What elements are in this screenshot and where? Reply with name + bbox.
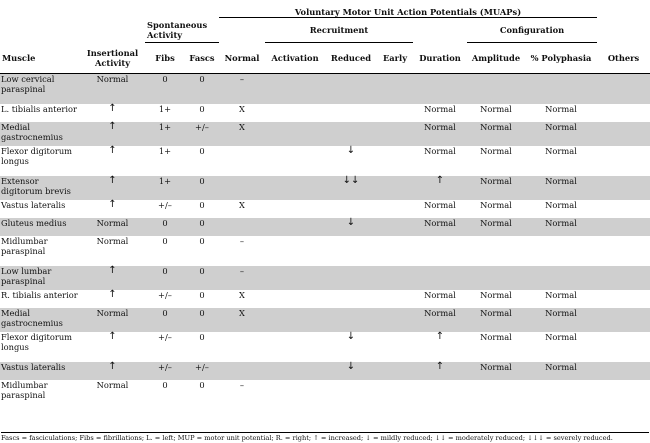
cell-amplitude: Normal — [467, 362, 525, 380]
cell-normal — [219, 176, 265, 200]
cell-muscle: Midlumbar paraspinal — [1, 235, 48, 256]
cell-insertional: Normal — [80, 74, 145, 104]
cell-reduced — [325, 308, 377, 332]
cell-reduced — [325, 290, 377, 308]
cell-fascs: 0 — [199, 289, 205, 300]
cell-duration — [413, 266, 467, 290]
cell-fascs: 0 — [185, 74, 219, 104]
cell-others — [597, 146, 650, 176]
cell-activation — [265, 290, 325, 308]
cell-others — [597, 236, 650, 266]
cell-polyphasia: Normal — [545, 145, 577, 156]
cell-fascs: 0 — [199, 331, 205, 342]
table-row — [0, 146, 650, 176]
col-reduced: Reduced — [325, 43, 377, 74]
cell-insertional: ↑ — [80, 362, 145, 380]
cell-early — [377, 146, 413, 176]
cell-early — [377, 290, 413, 308]
cell-early — [377, 308, 413, 332]
cell-polyphasia: Normal — [545, 199, 577, 210]
cell-fibs: +/– — [158, 199, 172, 210]
col-insertional: Insertional Activity — [80, 43, 145, 74]
cell-fascs: +/– — [185, 362, 219, 380]
cell-early — [377, 176, 413, 200]
cell-polyphasia — [525, 236, 597, 266]
cell-others — [597, 290, 650, 308]
cell-normal — [219, 332, 265, 362]
table-body — [0, 74, 650, 407]
cell-fibs: 0 — [145, 308, 185, 332]
cell-muscle: Extensor digitorum brevis — [0, 176, 80, 200]
cell-amplitude: Normal — [480, 103, 512, 114]
cell-muscle: Flexor digitorum longus — [1, 145, 73, 166]
configuration-header: Configuration — [467, 18, 597, 43]
cell-fascs: 0 — [185, 218, 219, 236]
cell-activation — [265, 74, 325, 104]
cell-amplitude: Normal — [467, 218, 525, 236]
cell-insertional: ↑ — [108, 144, 117, 156]
cell-fascs: 0 — [199, 199, 205, 210]
cell-others — [597, 104, 650, 122]
cell-reduced — [325, 200, 377, 218]
cell-insertional: ↑ — [108, 198, 117, 210]
cell-insertional: ↑ — [108, 330, 117, 342]
cell-duration: ↑ — [413, 176, 467, 200]
cell-muscle: Low cervical paraspinal — [0, 74, 80, 104]
cell-duration: Normal — [413, 122, 467, 146]
cell-amplitude — [467, 236, 525, 266]
cell-muscle: R. tibialis anterior — [1, 289, 78, 300]
col-normal: Normal — [219, 43, 265, 74]
cell-normal: X — [219, 308, 265, 332]
cell-reduced: ↓ — [346, 330, 356, 342]
cell-activation — [265, 362, 325, 380]
cell-reduced: ↓ — [325, 218, 377, 236]
cell-early — [377, 380, 413, 407]
cell-activation — [265, 104, 325, 122]
col-amplitude: Amplitude — [467, 43, 525, 74]
cell-activation — [265, 308, 325, 332]
cell-fibs: 1+ — [158, 103, 172, 114]
col-fibs: Fibs — [145, 43, 185, 74]
cell-reduced — [325, 122, 377, 146]
cell-insertional: Normal — [96, 379, 129, 390]
cell-fibs: 1+ — [145, 122, 185, 146]
cell-duration: Normal — [424, 145, 456, 156]
table-row — [0, 362, 650, 380]
cell-fibs: +/– — [145, 362, 185, 380]
col-others: Others — [597, 43, 650, 74]
cell-muscle: Low lumbar paraspinal — [0, 266, 80, 290]
footnote: Fascs = fasciculations; Fibs = fibrillations; L. = left; MUP = motor unit potential; R. = right; ↑ = increased; ↓ = mildly reduced; ↓↓ = moderately reduced; ↓↓↓ = severely reduced. — [1, 432, 649, 443]
cell-fibs: 0 — [145, 74, 185, 104]
cell-duration: Normal — [424, 199, 456, 210]
cell-duration: Normal — [424, 289, 456, 300]
cell-duration — [413, 380, 467, 407]
col-activation: Activation — [265, 43, 325, 74]
table-row — [0, 218, 650, 236]
cell-polyphasia: Normal — [525, 176, 597, 200]
cell-early — [377, 200, 413, 218]
cell-muscle: L. tibialis anterior — [1, 103, 78, 114]
cell-normal: X — [239, 289, 245, 300]
table-row — [0, 74, 650, 104]
cell-insertional: Normal — [80, 218, 145, 236]
cell-duration — [413, 236, 467, 266]
cell-polyphasia — [525, 380, 597, 407]
cell-fibs: 1+ — [158, 145, 172, 156]
cell-insertional: ↑ — [80, 176, 145, 200]
cell-others — [597, 122, 650, 146]
cell-activation — [265, 266, 325, 290]
cell-early — [377, 74, 413, 104]
cell-muscle: Gluteus medius — [0, 218, 80, 236]
cell-polyphasia: Normal — [545, 331, 577, 342]
cell-early — [377, 122, 413, 146]
cell-normal — [219, 218, 265, 236]
cell-others — [597, 362, 650, 380]
cell-early — [377, 236, 413, 266]
cell-fascs: 0 — [199, 145, 205, 156]
cell-activation — [265, 146, 325, 176]
cell-fibs: 1+ — [145, 176, 185, 200]
cell-duration: ↑ — [413, 362, 467, 380]
col-early: Early — [377, 43, 413, 74]
cell-reduced: ↓ — [325, 362, 377, 380]
table-row — [0, 104, 650, 122]
cell-reduced — [325, 266, 377, 290]
cell-amplitude — [467, 74, 525, 104]
cell-amplitude: Normal — [467, 122, 525, 146]
cell-polyphasia: Normal — [545, 103, 577, 114]
cell-muscle: Medial gastrocnemius — [0, 308, 80, 332]
cell-amplitude: Normal — [467, 308, 525, 332]
cell-polyphasia: Normal — [525, 308, 597, 332]
cell-activation — [265, 332, 325, 362]
cell-fibs: 0 — [162, 235, 168, 246]
cell-early — [377, 218, 413, 236]
table-header — [0, 0, 650, 74]
cell-insertional: ↑ — [80, 122, 145, 146]
cell-normal: X — [239, 103, 245, 114]
cell-reduced — [325, 104, 377, 122]
cell-reduced — [325, 74, 377, 104]
col-polyphasia: % Polyphasia — [525, 43, 597, 74]
cell-early — [377, 104, 413, 122]
cell-fibs: 0 — [162, 379, 168, 390]
cell-polyphasia: Normal — [525, 218, 597, 236]
cell-muscle: Vastus lateralis — [1, 199, 66, 210]
cell-normal — [219, 362, 265, 380]
cell-normal: – — [219, 266, 265, 290]
cell-early — [377, 362, 413, 380]
cell-normal: – — [239, 235, 245, 246]
cell-muscle: Vastus lateralis — [0, 362, 80, 380]
col-duration: Duration — [413, 43, 467, 74]
cell-muscle: Flexor digitorum longus — [1, 331, 73, 352]
cell-fascs: 0 — [185, 176, 219, 200]
spontaneous-header: Spontaneous Activity — [145, 18, 219, 43]
col-fascs: Fascs — [185, 43, 219, 74]
cell-amplitude: Normal — [480, 145, 512, 156]
cell-muscle: Medial gastrocnemius — [0, 122, 80, 146]
cell-normal — [219, 146, 265, 176]
cell-others — [597, 308, 650, 332]
cell-duration: Normal — [424, 103, 456, 114]
cell-reduced — [325, 380, 377, 407]
cell-others — [597, 200, 650, 218]
cell-reduced — [325, 236, 377, 266]
cell-others — [597, 380, 650, 407]
voluntary-header: Voluntary Motor Unit Action Potentials (MUAPs) — [219, 0, 597, 18]
cell-insertional: Normal — [80, 308, 145, 332]
cell-polyphasia — [525, 266, 597, 290]
cell-fascs: 0 — [185, 266, 219, 290]
cell-duration: ↑ — [435, 330, 445, 342]
cell-insertional: ↑ — [108, 288, 117, 300]
table-row — [0, 266, 650, 290]
cell-muscle: Midlumbar paraspinal — [1, 379, 48, 400]
cell-normal: X — [219, 122, 265, 146]
cell-amplitude: Normal — [480, 289, 512, 300]
cell-others — [597, 74, 650, 104]
cell-reduced: ↓↓ — [325, 176, 377, 200]
cell-insertional: ↑ — [108, 102, 117, 114]
cell-others — [597, 332, 650, 362]
cell-amplitude — [467, 266, 525, 290]
cell-amplitude: Normal — [480, 199, 512, 210]
cell-others — [597, 218, 650, 236]
cell-normal: – — [239, 379, 245, 390]
cell-polyphasia — [525, 74, 597, 104]
cell-others — [597, 176, 650, 200]
cell-fascs: 0 — [185, 308, 219, 332]
table-row — [0, 332, 650, 362]
cell-activation — [265, 380, 325, 407]
cell-activation — [265, 236, 325, 266]
cell-polyphasia: Normal — [525, 362, 597, 380]
cell-duration: Normal — [413, 218, 467, 236]
cell-fibs: +/– — [158, 289, 172, 300]
cell-amplitude: Normal — [480, 331, 512, 342]
cell-fibs: 0 — [145, 218, 185, 236]
cell-reduced: ↓ — [346, 144, 356, 156]
table-row — [0, 380, 650, 407]
cell-activation — [265, 176, 325, 200]
col-muscle: Muscle — [0, 43, 80, 74]
cell-insertional: ↑ — [80, 266, 145, 290]
cell-early — [377, 332, 413, 362]
cell-fibs: +/– — [158, 331, 172, 342]
cell-fibs: 0 — [145, 266, 185, 290]
cell-duration: Normal — [413, 308, 467, 332]
recruitment-header: Recruitment — [265, 18, 413, 43]
cell-amplitude — [467, 380, 525, 407]
cell-insertional: Normal — [96, 235, 129, 246]
table-row — [0, 176, 650, 200]
cell-fascs: 0 — [199, 235, 205, 246]
cell-normal: X — [239, 199, 245, 210]
table-row — [0, 308, 650, 332]
table-row — [0, 200, 650, 218]
cell-activation — [265, 218, 325, 236]
table-row — [0, 236, 650, 266]
table-row — [0, 122, 650, 146]
cell-activation — [265, 200, 325, 218]
table-row — [0, 290, 650, 308]
cell-duration — [413, 74, 467, 104]
cell-fascs: 0 — [199, 103, 205, 114]
cell-polyphasia: Normal — [525, 122, 597, 146]
cell-fascs: 0 — [199, 379, 205, 390]
cell-fascs: +/– — [185, 122, 219, 146]
cell-early — [377, 266, 413, 290]
cell-amplitude: Normal — [467, 176, 525, 200]
cell-others — [597, 266, 650, 290]
cell-polyphasia: Normal — [545, 289, 577, 300]
cell-normal: – — [219, 74, 265, 104]
cell-activation — [265, 122, 325, 146]
